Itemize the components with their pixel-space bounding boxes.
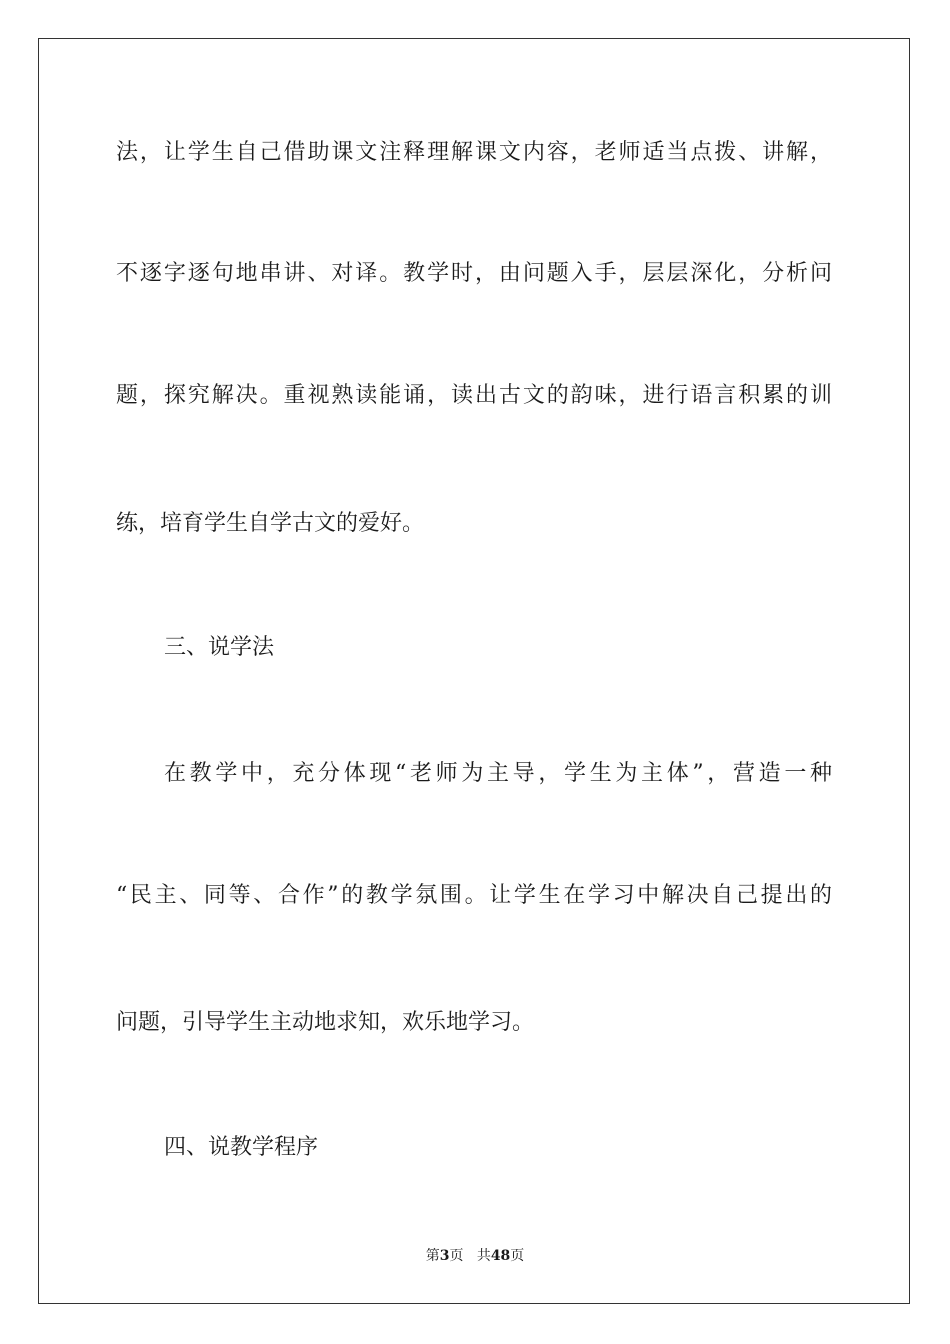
body-line-4: 练，培育学生自学古文的爱好。 <box>116 511 425 536</box>
page-footer <box>0 1246 950 1266</box>
footer-prefix: 第 <box>425 1248 440 1264</box>
body-line-2: 不逐字逐句地串讲、对译。教学时，由问题入手，层层深化，分析问 <box>116 261 832 286</box>
body-line-1: 法，让学生自己借助课文注释理解课文内容，老师适当点拨、讲解， <box>116 140 832 165</box>
paragraph-line-2: “民主、同等、合作”的教学氛围。让学生在学习中解决自己提出的 <box>116 883 832 908</box>
section-heading-4: 四、说教学程序 <box>164 1135 319 1160</box>
body-line-3: 题，探究解决。重视熟读能诵，读出古文的韵味，进行语言积累的训 <box>116 383 832 408</box>
footer-page-number: 3 <box>439 1248 450 1264</box>
footer-total-prefix: 共 <box>476 1248 491 1264</box>
section-heading-3: 三、说学法 <box>164 635 275 660</box>
footer-total-suffix: 页 <box>510 1248 525 1264</box>
paragraph-line-1: 在教学中，充分体现“老师为主导，学生为主体”，营造一种 <box>164 761 832 786</box>
footer-total-pages: 48 <box>490 1248 511 1264</box>
page-border <box>38 38 910 1304</box>
paragraph-line-3: 问题，引导学生主动地求知，欢乐地学习。 <box>116 1010 535 1035</box>
footer-page-suffix: 页 <box>449 1248 464 1264</box>
